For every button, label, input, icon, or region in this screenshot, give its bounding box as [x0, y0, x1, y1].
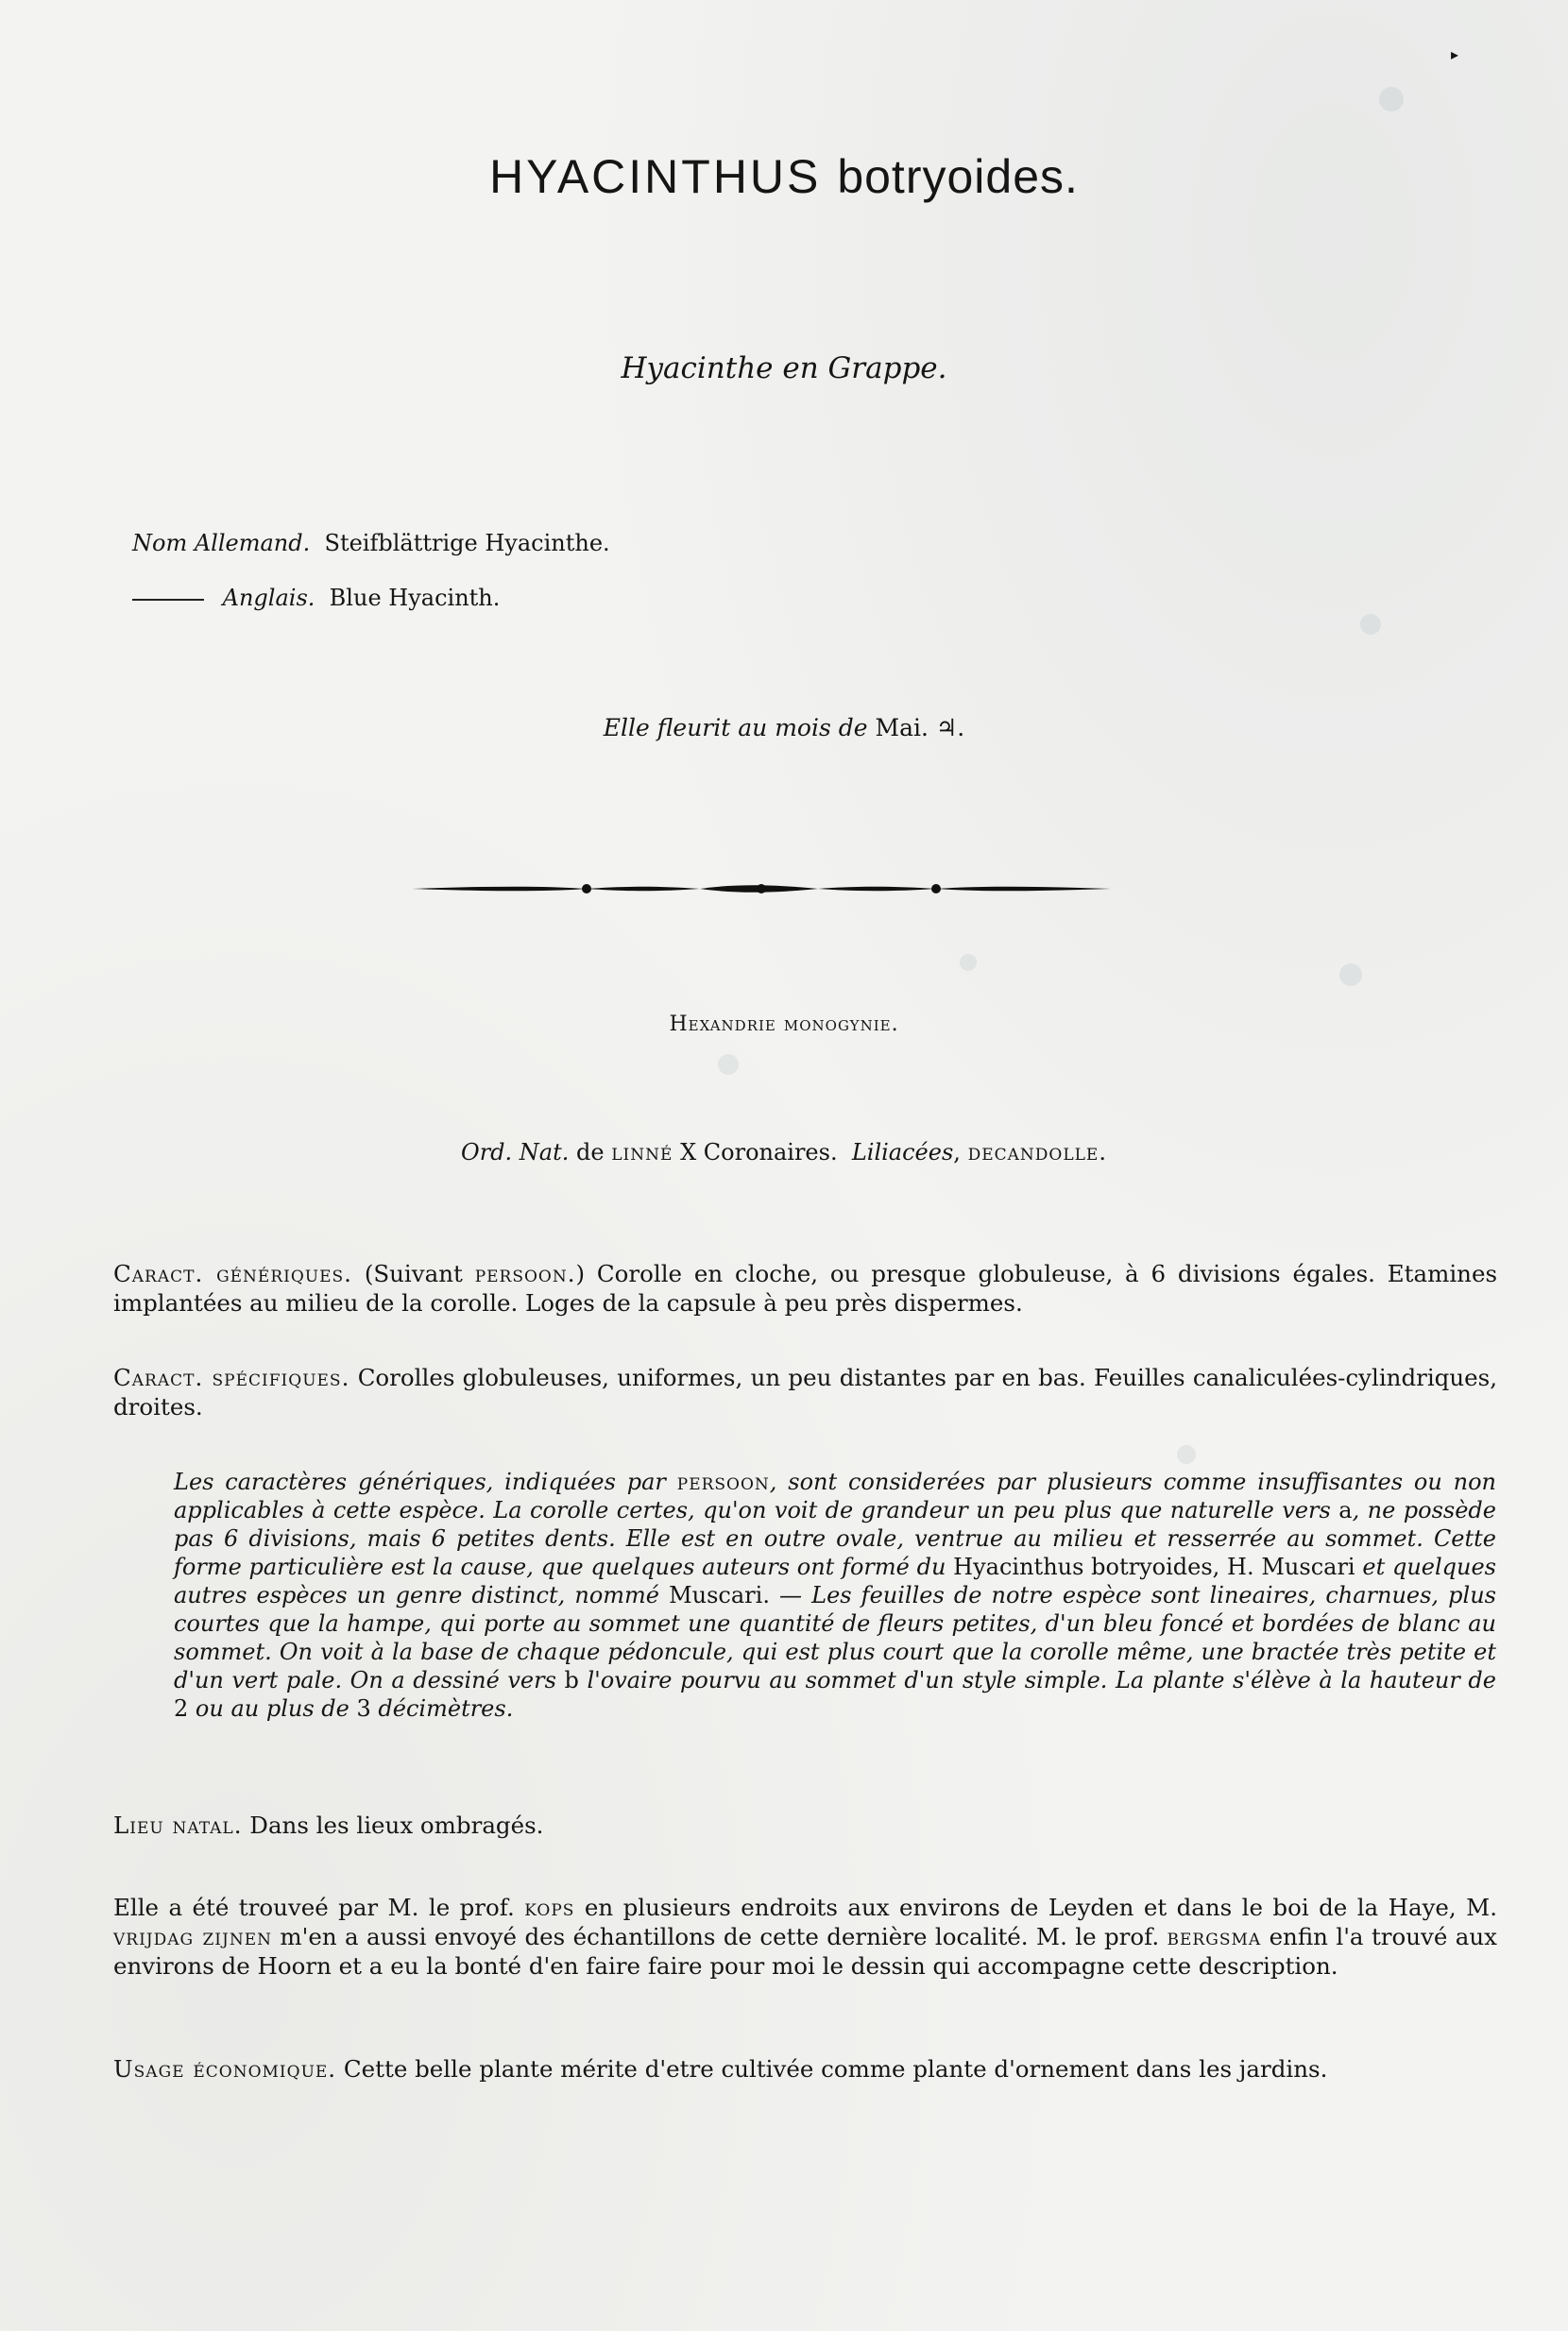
- page-title: [0, 149, 1568, 204]
- desc-text: — Les feuilles de notre espèce sont lineaires, charnues, plus courtes que la hampe, qui porte au sommet une quantité de fleurs petites, d'un bleu foncé et bordées de blanc au sommet. On voit à la base de chaque pédoncule, qui est plus court que la corolle même, une bractée très petite et d'un vert pale. On a dessiné vers: [174, 1582, 1496, 1693]
- desc-text: l'ovaire pourvu au sommet d'un style simple. La plante s'élève à la hauteur de: [587, 1667, 1496, 1693]
- flowering-month: Mai.: [875, 714, 929, 741]
- desc-author: persoon: [676, 1469, 770, 1495]
- desc-number: 2: [174, 1695, 189, 1722]
- common-names: [132, 516, 610, 625]
- stain-spot: [1379, 87, 1404, 111]
- desc-genus-name: Muscari.: [669, 1582, 770, 1608]
- found-text: en plusieurs endroits aux environs de Leyden et dans le boi de la Haye, M.: [584, 1894, 1497, 1921]
- title-species: botryoides.: [837, 150, 1079, 203]
- desc-text: , sont considerées par plusieurs comme insuffisantes ou non applicables à cette espèce. La corolle certes, qu'on voit de grandeur un peu plus que naturelle vers: [174, 1469, 1496, 1523]
- stain-spot: [1339, 963, 1362, 986]
- order-author: decandolle.: [967, 1139, 1107, 1166]
- stain-spot: [1360, 614, 1381, 635]
- desc-text: Les caractères génériques, indiquées par: [174, 1469, 666, 1495]
- section-label: Usage économique.: [113, 2055, 337, 2083]
- habitat: [113, 1811, 1497, 1840]
- classification: Hexandrie monogynie.: [669, 1012, 899, 1036]
- usage-text: Cette belle plante mérite d'etre cultivée comme plante d'ornement dans les jardins.: [343, 2055, 1328, 2083]
- stain-spot: [1177, 1445, 1196, 1464]
- economic-use: [113, 2054, 1497, 2084]
- desc-number: 3: [356, 1695, 371, 1722]
- found-text: m'en a aussi envoyé des échantillons de cette dernière localité. M. le prof.: [280, 1923, 1160, 1950]
- specific-characters: [113, 1363, 1497, 1421]
- desc-text: et quelques autres espèces un genre distinct, nommé: [174, 1554, 1496, 1608]
- stain-spot: [718, 1054, 739, 1075]
- found-person: bergsma: [1167, 1923, 1262, 1950]
- title-genus: HYACINTHUS: [489, 150, 822, 203]
- perennial-symbol: ♃.: [935, 714, 965, 741]
- corner-mark: ▸: [1451, 45, 1459, 63]
- order-label: Ord. Nat.: [461, 1139, 570, 1166]
- order-family: Liliacées: [851, 1139, 954, 1166]
- section-label: Lieu natal.: [113, 1812, 243, 1839]
- desc-text: décimètres.: [378, 1695, 514, 1722]
- desc-figure-letter: a: [1338, 1497, 1353, 1523]
- name-value: Blue Hyacinth.: [329, 585, 501, 611]
- ditto-dash: [132, 599, 204, 601]
- found-person: kops: [524, 1894, 575, 1921]
- order-linne: linné: [611, 1139, 673, 1166]
- found-text: enfin l'a trouvé aux environs de Hoorn et a eu la bonté d'en faire faire pour moi le dessin qui accompagne cette description.: [113, 1923, 1497, 1980]
- section-label: Caract. spécifiques.: [113, 1364, 350, 1391]
- desc-figure-letter: b: [564, 1667, 579, 1693]
- order-de: de: [576, 1139, 605, 1166]
- section-label: Caract. génériques.: [113, 1260, 352, 1287]
- page-subtitle: Hyacinthe en Grappe.: [621, 351, 947, 385]
- desc-text: , ne possède pas 6 divisions, mais 6 petites dents. Elle est en outre ovale, ventrue au milieu et resserrée au sommet. Cette forme particulière est la cause, que quelques auteurs ont formé du: [174, 1497, 1496, 1580]
- generic-text: ) Corolle en cloche, ou presque globuleuse, à 6 divisions égales. Etamines implantées au milieu de la corolle. Loges de la capsule à peu près dispermes.: [113, 1260, 1498, 1317]
- generic-author: persoon.: [474, 1260, 576, 1287]
- name-row: [132, 516, 610, 570]
- habitat-text: Dans les lieux ombragés.: [249, 1812, 544, 1839]
- flowering-text: Elle fleurit au mois de: [603, 714, 868, 741]
- order-comma: ,: [953, 1139, 961, 1166]
- localities-paragraph: [113, 1893, 1497, 1981]
- ornamental-divider: [412, 875, 1111, 903]
- stain-spot: [960, 954, 977, 971]
- order-linne-value: X Coronaires.: [680, 1139, 838, 1166]
- desc-text: ou au plus de: [195, 1695, 349, 1722]
- natural-order: [0, 1139, 1568, 1166]
- name-label: Anglais.: [222, 585, 315, 611]
- description-paragraph: [174, 1468, 1496, 1723]
- generic-characters: [113, 1259, 1497, 1318]
- name-value: Steifblättrige Hyacinthe.: [324, 530, 610, 556]
- name-label: Nom Allemand.: [132, 530, 311, 556]
- found-person: vrijdag zijnen: [113, 1923, 272, 1950]
- specific-text: Corolles globuleuses, uniformes, un peu distantes par en bas. Feuilles canaliculées-cylindriques, droites.: [113, 1364, 1498, 1421]
- desc-species-names: Hyacinthus botryoides, H. Muscari: [953, 1554, 1355, 1580]
- generic-text: (Suivant: [364, 1260, 463, 1287]
- name-row: [132, 570, 610, 625]
- flowering-line: [0, 714, 1568, 741]
- found-text: Elle a été trouveé par M. le prof.: [113, 1894, 515, 1921]
